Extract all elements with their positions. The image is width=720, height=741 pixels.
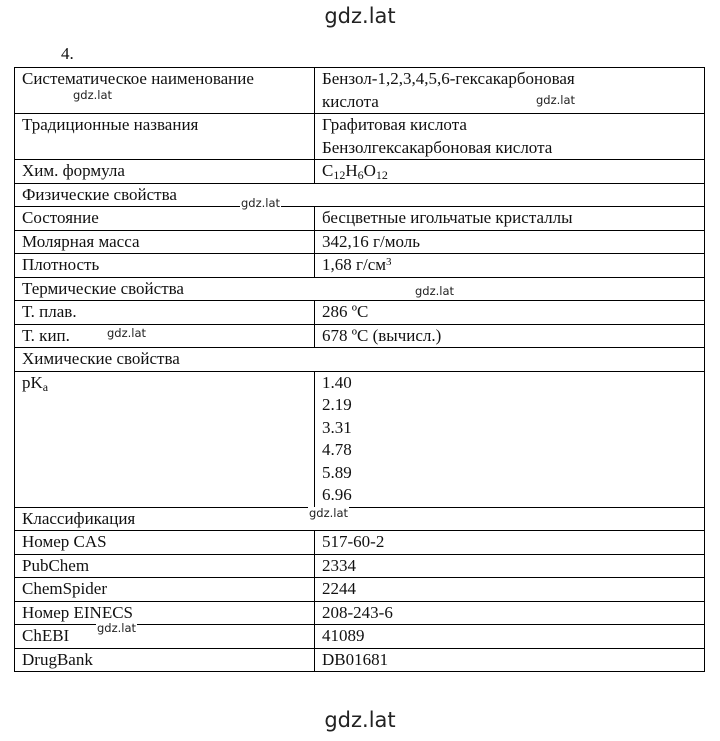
chebi-value: 41089 <box>315 625 705 649</box>
watermark-inline: gdz.lat <box>73 88 113 102</box>
molar-mass-label: Молярная масса <box>15 230 315 254</box>
melting-point-label: Т. плав. <box>15 301 315 325</box>
systematic-name-value-cell <box>315 68 705 114</box>
task-number: 4. <box>61 44 74 63</box>
table-row <box>15 160 705 184</box>
boiling-point-value: 678 ºC (вычисл.) <box>315 324 705 348</box>
density-unit-exponent: 3 <box>386 256 392 268</box>
chemspider-value: 2244 <box>315 578 705 602</box>
formula-c: C <box>322 161 334 180</box>
watermark-inline: gdz.lat <box>536 93 576 107</box>
table-row <box>15 371 705 507</box>
cas-label: Номер CAS <box>15 531 315 555</box>
physical-properties-header: Физические свойства <box>15 183 705 207</box>
pka-value: 1.40 <box>322 372 352 392</box>
systematic-name-line1: Бензол-1,2,3,4,5,6-гексакарбоновая <box>322 69 575 88</box>
density-label: Плотность <box>15 254 315 278</box>
boiling-point-label: Т. кип. <box>22 325 70 345</box>
pka-value: 5.89 <box>322 462 352 482</box>
watermark-bottom: gdz.lat <box>324 708 396 732</box>
density-value: 1,68 г/см <box>322 255 386 274</box>
watermark-top: gdz.lat <box>324 4 396 28</box>
pka-value: 6.96 <box>322 485 352 504</box>
table-row <box>15 625 705 649</box>
formula-value <box>315 160 705 184</box>
watermark-inline: gdz.lat <box>97 621 137 635</box>
table-row <box>15 648 705 672</box>
einecs-value: 208-243-6 <box>315 601 705 625</box>
table-row <box>15 554 705 578</box>
formula-h-count: 6 <box>357 168 364 182</box>
traditional-name-1: Графитовая кислота <box>322 115 467 134</box>
table-row <box>15 578 705 602</box>
table-row <box>15 207 705 231</box>
systematic-name-label: Систематическое наименование <box>22 69 254 88</box>
formula-c-count: 12 <box>333 168 346 182</box>
thermal-properties-header: Термические свойства <box>22 278 184 298</box>
section-row <box>15 183 705 207</box>
cas-value: 517-60-2 <box>315 531 705 555</box>
chemical-properties-header: Химические свойства <box>15 348 705 372</box>
melting-point-value: 286 ºC <box>315 301 705 325</box>
formula-o-count: 12 <box>375 168 388 182</box>
state-label: Состояние <box>22 208 99 227</box>
density-value-cell <box>315 254 705 278</box>
molar-mass-value: 342,16 г/моль <box>315 230 705 254</box>
table-row <box>15 254 705 278</box>
watermark-inline: gdz.lat <box>107 325 147 340</box>
classification-header-cell <box>15 507 705 531</box>
table-row <box>15 230 705 254</box>
systematic-name-label-cell <box>15 68 315 114</box>
pubchem-value: 2334 <box>315 554 705 578</box>
traditional-names-value-cell <box>315 114 705 160</box>
watermark-inline: gdz.lat <box>241 196 281 210</box>
watermark-inline: gdz.lat <box>415 283 455 298</box>
pka-subscript: a <box>42 379 49 394</box>
systematic-name-line2: кислота <box>322 91 379 111</box>
pka-label: pK <box>22 372 43 392</box>
table-row <box>15 114 705 160</box>
traditional-name-2: Бензолгексакарбоновая кислота <box>322 137 553 157</box>
pka-values-cell <box>315 371 705 507</box>
boiling-point-label-cell <box>15 324 315 348</box>
thermal-properties-header-cell <box>15 277 705 301</box>
section-row <box>15 348 705 372</box>
traditional-names-label: Традиционные названия <box>15 114 315 160</box>
drugbank-label: DrugBank <box>15 648 315 672</box>
pka-value: 4.78 <box>322 440 352 459</box>
pubchem-label: PubChem <box>15 554 315 578</box>
formula-o: O <box>363 161 376 180</box>
table-row <box>15 324 705 348</box>
drugbank-value: DB01681 <box>315 648 705 672</box>
section-row <box>15 277 705 301</box>
pka-value: 2.19 <box>322 395 352 414</box>
chebi-label: ChEBI <box>22 626 70 645</box>
properties-table <box>14 67 705 672</box>
pka-value: 3.31 <box>322 417 352 437</box>
state-value: бесцветные игольчатые кристаллы <box>315 207 705 231</box>
formula-h: H <box>345 161 358 180</box>
section-row <box>15 507 705 531</box>
table-row <box>15 531 705 555</box>
table-row <box>15 301 705 325</box>
watermark-inline: gdz.lat <box>309 505 349 520</box>
einecs-label: Номер EINECS <box>15 601 315 625</box>
formula-label: Хим. формула <box>15 160 315 184</box>
chemspider-label: ChemSpider <box>15 578 315 602</box>
table-row <box>15 68 705 114</box>
classification-header: Классификация <box>22 508 136 528</box>
chebi-label-cell <box>15 621 315 649</box>
pka-label-cell <box>15 371 315 507</box>
state-label-cell <box>15 196 315 231</box>
